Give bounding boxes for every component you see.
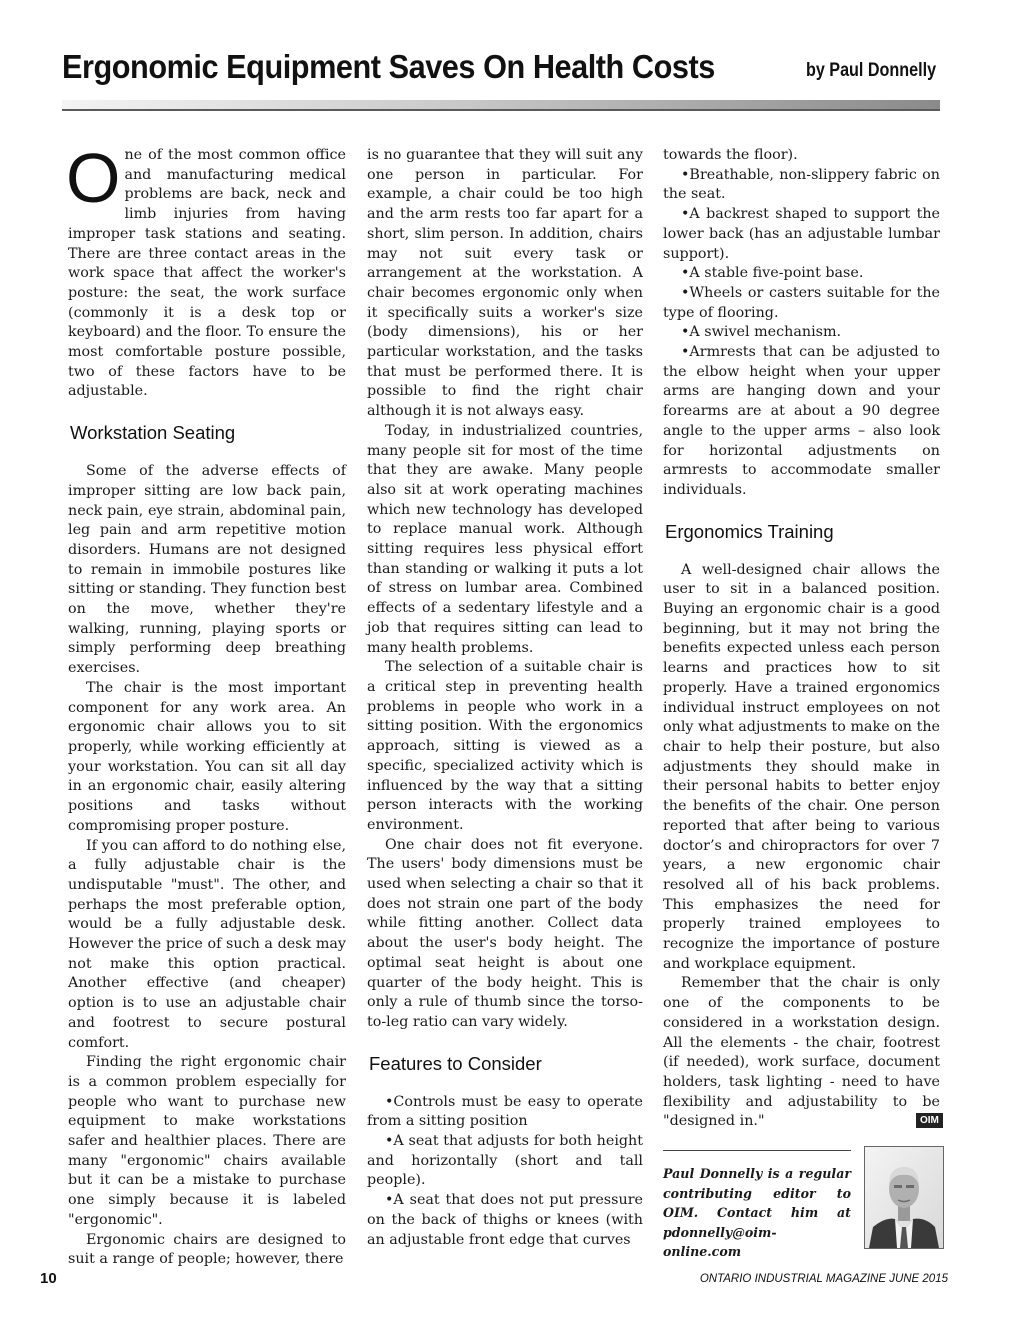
bullet-item: •A stable five-point base. <box>681 265 864 282</box>
heading-ergonomics-training: Ergonomics Training <box>665 520 834 542</box>
bio-divider <box>663 1150 851 1151</box>
paragraph: If you can afford to do nothing else, a fully adjustable chair is the undisputable "must". The other, and perhaps the most preferable option, would be a fully adjustable desk. However the price of such a desk may not make this option practical. Another effective (and cheaper) option is to use an adjustable chair and footrest to secure postural comfort. <box>68 837 346 1051</box>
column-1 <box>66 139 346 1270</box>
bullet-item: •A backrest shaped to support the lower back (has an adjustable lumbar support). <box>663 206 940 262</box>
intro-text: ne of the most common office and manufacturing medical problems are back, neck and limb injuries from having improper task stations and seating. There are three contact areas in the work space that affect the worker's posture: the seat, the work surface (commonly it is a desk top or keyboard) and the floor. To ensure the most comfortable posture possible, two of these factors have to be adjustable. <box>68 147 346 400</box>
author-portrait-icon <box>865 1147 943 1248</box>
heading-workstation-seating: Workstation Seating <box>70 422 236 444</box>
paragraph: Today, in industrialized countries, many people sit for most of the time that they are awake. Many people also sit at work operating machines which new technology has developed to replace manual work. Although sitting requires less physical effort than standing or walking it puts a lot of stress on lumbar area. Combined effects of a sedentary lifestyle and a job that requires sitting can lead to many health problems. <box>367 422 643 656</box>
bullet-item: •Controls must be easy to operate from a sitting position <box>367 1093 643 1130</box>
bullet-item: •Wheels or casters suitable for the type of flooring. <box>663 284 940 321</box>
column-2 <box>367 146 643 1250</box>
paragraph: is no guarantee that they will suit any one person in particular. For example, a chair could be too high and the arm rests too far apart for a short, slim person. In addition, chairs may not suit every task or arrangement at the workstation. A chair becomes ergonomic only when it specifically suits a worker's size (body dimensions), his or her particular workstation, and the tasks that must be performed there. It is possible to find the right chair although it is not always easy. <box>367 147 643 420</box>
byline: by Paul Donnelly <box>805 60 936 81</box>
bullet-item: •A seat that does not put pressure on the back of thighs or knees (with an adjustable front edge that curves <box>367 1192 643 1248</box>
page-number: 10 <box>40 1270 57 1287</box>
bio-text: Paul Donnelly is a regular contributing editor to OIM. Contact him at pdonnelly@oim-online.com <box>663 1166 851 1259</box>
heading-features-to-consider: Features to Consider <box>369 1052 542 1074</box>
magazine-footer: ONTARIO INDUSTRIAL MAGAZINE JUNE 2015 <box>699 1273 948 1285</box>
paragraph: One chair does not fit everyone. The users' body dimensions must be used when selecting a chair so that it does not strain one part of the body while fitting another. Collect data about the user's body height. The optimal seat height is about one quarter of the body height. This is only a rule of thumb since the torso-to-leg ratio can vary widely. <box>367 836 643 1030</box>
paragraph: A well-designed chair allows the user to sit in a balanced position. Buying an ergonomic chair is a good beginning, but it may not bring the benefits expected unless each person learns and practices how to sit properly. Have a trained ergonomics individual instruct employees on not only what adjustments to make on the chair to help their posture, but also adjustments they should make in their personal habits to better enjoy the benefits of the chair. One person reported that after being to various doctor’s and chiropractors for over 7 years, a new ergonomic chair resolved all of his back problems. This emphasizes the need for properly trained employees to recognize the importance of posture and workplace equipment. <box>663 561 940 972</box>
drop-cap: O <box>66 139 121 217</box>
bullet-item: •Breathable, non-slippery fabric on the seat. <box>663 166 940 203</box>
article-title: Ergonomic Equipment Saves On Health Costs <box>62 48 715 85</box>
author-photo <box>864 1146 944 1249</box>
title-rule <box>62 100 940 111</box>
paragraph: Some of the adverse effects of improper sitting are low back pain, neck pain, eye strain, abdominal pain, leg pain and arm repetitive motion disorders. Humans are not designed to remain in immobile postures like sitting or standing. They function best on the move, whether they're walking, running, playing sports or simply performing deep breathing exercises. <box>68 463 346 677</box>
bullet-continuation: towards the floor). <box>663 147 798 163</box>
end-mark-logo: OIM <box>916 1113 943 1128</box>
paragraph: The chair is the most important component for any work area. An ergonomic chair allows you to sit properly, while working efficiently at your workstation. You can sit all day in an ergonomic chair, easily altering positions and tasks without compromising proper posture. <box>68 679 346 834</box>
paragraph: Finding the right ergonomic chair is a common problem especially for people who want to purchase new equipment to make workstations safer and healthier places. There are many "ergonomic" chairs available but it can be a mistake to purchase one simply because it is labeled "ergonomic". <box>68 1054 346 1228</box>
bullet-item: •Armrests that can be adjusted to the elbow height when your upper arms are hanging down and your forearms are at about a 90 degree angle to the upper arms – also look for horizontal adjustments on armrests to accommodate smaller individuals. <box>663 344 940 498</box>
paragraph: The selection of a suitable chair is a critical step in preventing health problems in people who work in a sitting position. With the ergonomics approach, sitting is viewed as a specific, specialized activity which is influenced by the way that a sitting person interacts with the working environment. <box>367 659 643 833</box>
paragraph: Remember that the chair is only one of the components to be considered in a workstation design. All the elements - the chair, footrest (if needed), work surface, document holders, task lighting - need to have flexibility and adjustability to be "designed in." <box>663 975 940 1130</box>
column-3 <box>663 146 940 1132</box>
intro-paragraph <box>66 139 346 402</box>
paragraph: Ergonomic chairs are designed to suit a range of people; however, there <box>68 1231 346 1268</box>
bullet-item: •A seat that adjusts for both height and horizontally (short and tall people). <box>367 1133 643 1189</box>
bullet-item: •A swivel mechanism. <box>681 324 842 341</box>
